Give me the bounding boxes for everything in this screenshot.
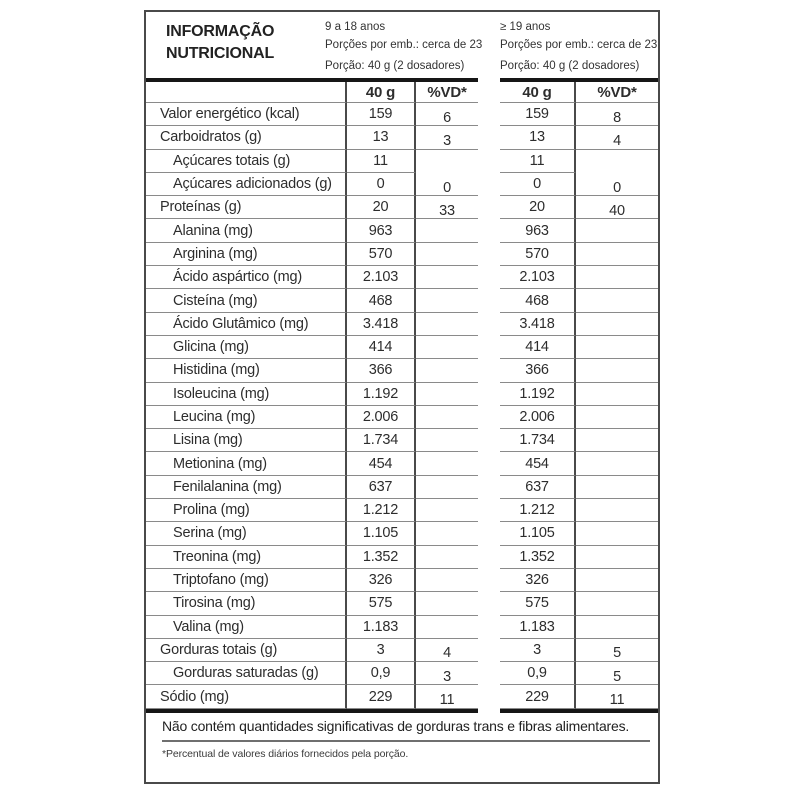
value-19plus-amount: 2.103: [500, 266, 576, 289]
value-9-18-vd: 3: [416, 126, 478, 149]
value-19plus-vd: 0: [576, 173, 658, 196]
column-gap: [478, 429, 500, 452]
value-19plus-vd: [576, 289, 658, 312]
nutrition-label: [144, 10, 660, 784]
row-label: Isoleucina (mg): [146, 383, 347, 406]
value-19plus-amount: 575: [500, 592, 576, 615]
value-19plus-vd: 11: [576, 685, 658, 708]
value-19plus-vd: [576, 499, 658, 522]
value-9-18-amount: 2.103: [347, 266, 416, 289]
value-19plus-vd: [576, 429, 658, 452]
value-19plus-amount: 414: [500, 336, 576, 359]
value-9-18-vd: [416, 522, 478, 545]
row-label: Arginina (mg): [146, 243, 347, 266]
value-9-18-amount: 570: [347, 243, 416, 266]
value-9-18-amount: 159: [347, 103, 416, 126]
row-label: Triptofano (mg): [146, 569, 347, 592]
value-9-18-amount: 1.212: [347, 499, 416, 522]
value-9-18-vd: [416, 289, 478, 312]
value-9-18-amount: 20: [347, 196, 416, 219]
column-gap: [478, 639, 500, 662]
divider-segment: [500, 709, 658, 713]
value-9-18-vd: [416, 452, 478, 475]
value-19plus-amount: 570: [500, 243, 576, 266]
age-range: ≥ 19 anos: [500, 21, 551, 33]
row-label: Cisteína (mg): [146, 289, 347, 312]
label-header: [146, 12, 658, 78]
value-9-18-amount: 1.105: [347, 522, 416, 545]
value-19plus-amount: 1.192: [500, 383, 576, 406]
portion-size: Porção: 40 g (2 dosadores): [325, 60, 465, 72]
row-label: Sódio (mg): [146, 685, 347, 708]
column-header-amount-1: 40 g: [347, 82, 416, 103]
row-label: Tirosina (mg): [146, 592, 347, 615]
value-19plus-vd: [576, 406, 658, 429]
value-19plus-vd: [576, 266, 658, 289]
column-gap: [478, 103, 500, 126]
serving-info-group-9-18: [325, 21, 500, 78]
value-9-18-vd: [416, 429, 478, 452]
value-19plus-vd: 8: [576, 103, 658, 126]
value-9-18-vd: 33: [416, 196, 478, 219]
value-9-18-vd: [416, 499, 478, 522]
column-gap: [478, 383, 500, 406]
column-gap: [478, 173, 500, 196]
column-gap: [478, 196, 500, 219]
divider-segment: [146, 709, 478, 713]
value-9-18-amount: 468: [347, 289, 416, 312]
value-19plus-amount: 20: [500, 196, 576, 219]
column-gap: [478, 219, 500, 242]
value-19plus-amount: 1.105: [500, 522, 576, 545]
row-label: Lisina (mg): [146, 429, 347, 452]
value-19plus-amount: 13: [500, 126, 576, 149]
row-label: Ácido Glutâmico (mg): [146, 313, 347, 336]
column-gap: [478, 289, 500, 312]
value-9-18-vd: [416, 266, 478, 289]
serving-info-group-19plus: [500, 21, 658, 78]
column-gap: [478, 616, 500, 639]
row-label: Serina (mg): [146, 522, 347, 545]
value-19plus-amount: 2.006: [500, 406, 576, 429]
row-label: Valor energético (kcal): [146, 103, 347, 126]
value-9-18-vd: 11: [416, 685, 478, 708]
row-label: Açúcares totais (g): [146, 150, 347, 173]
value-19plus-amount: 3.418: [500, 313, 576, 336]
value-19plus-vd: [576, 243, 658, 266]
column-gap: [478, 359, 500, 382]
value-9-18-amount: 13: [347, 126, 416, 149]
value-9-18-amount: 575: [347, 592, 416, 615]
value-9-18-vd: [416, 383, 478, 406]
value-9-18-amount: 1.183: [347, 616, 416, 639]
value-19plus-vd: [576, 336, 658, 359]
daily-value-footnote: *Percentual de valores diários fornecidos pela porção.: [162, 747, 409, 760]
value-19plus-amount: 637: [500, 476, 576, 499]
value-19plus-amount: 0: [500, 173, 576, 196]
column-gap: [478, 406, 500, 429]
column-gap: [478, 243, 500, 266]
value-9-18-vd: [416, 313, 478, 336]
label-title-line2: NUTRICIONAL: [166, 45, 275, 62]
nutrition-table: [146, 82, 658, 709]
row-label: Gorduras totais (g): [146, 639, 347, 662]
value-19plus-vd: [576, 219, 658, 242]
value-9-18-vd: [416, 569, 478, 592]
row-label: Metionina (mg): [146, 452, 347, 475]
value-9-18-vd: [416, 592, 478, 615]
row-label: Carboidratos (g): [146, 126, 347, 149]
row-label: Glicina (mg): [146, 336, 347, 359]
portions-per-package: Porções por emb.: cerca de 23: [325, 39, 483, 51]
value-9-18-amount: 229: [347, 685, 416, 708]
divider-gap: [478, 709, 500, 713]
row-label: Ácido aspártico (mg): [146, 266, 347, 289]
value-9-18-vd: 4: [416, 639, 478, 662]
column-gap: [478, 82, 500, 103]
value-9-18-vd: [416, 406, 478, 429]
value-19plus-amount: 11: [500, 150, 576, 173]
portions-per-package: Porções por emb.: cerca de 23: [500, 39, 658, 51]
value-19plus-amount: 3: [500, 639, 576, 662]
value-19plus-vd: [576, 592, 658, 615]
row-label: Histidina (mg): [146, 359, 347, 382]
column-gap: [478, 452, 500, 475]
value-19plus-amount: 1.734: [500, 429, 576, 452]
value-19plus-vd: [576, 359, 658, 382]
value-19plus-vd: 40: [576, 196, 658, 219]
value-9-18-amount: 3: [347, 639, 416, 662]
column-gap: [478, 266, 500, 289]
value-9-18-vd: [416, 150, 478, 173]
value-19plus-amount: 229: [500, 685, 576, 708]
value-9-18-vd: [416, 219, 478, 242]
trans-fat-note: Não contém quantidades significativas de gorduras trans e fibras alimentares.: [162, 717, 630, 734]
value-19plus-vd: [576, 150, 658, 173]
value-9-18-vd: [416, 243, 478, 266]
value-9-18-amount: 11: [347, 150, 416, 173]
value-19plus-vd: [576, 522, 658, 545]
value-19plus-amount: 963: [500, 219, 576, 242]
value-9-18-vd: 6: [416, 103, 478, 126]
value-19plus-vd: [576, 546, 658, 569]
label-title: [146, 21, 325, 78]
value-9-18-amount: 326: [347, 569, 416, 592]
row-label: Proteínas (g): [146, 196, 347, 219]
value-9-18-amount: 0,9: [347, 662, 416, 685]
value-19plus-vd: 4: [576, 126, 658, 149]
column-gap: [478, 313, 500, 336]
age-range: 9 a 18 anos: [325, 21, 386, 33]
column-gap: [478, 476, 500, 499]
value-9-18-vd: [416, 546, 478, 569]
column-gap: [478, 569, 500, 592]
value-19plus-vd: [576, 383, 658, 406]
row-label: Prolina (mg): [146, 499, 347, 522]
column-header-amount-2: 40 g: [500, 82, 576, 103]
column-gap: [478, 662, 500, 685]
value-19plus-vd: 5: [576, 639, 658, 662]
value-9-18-amount: 1.734: [347, 429, 416, 452]
thick-divider-bottom: [146, 709, 658, 713]
value-19plus-amount: 468: [500, 289, 576, 312]
value-19plus-amount: 159: [500, 103, 576, 126]
value-9-18-amount: 414: [347, 336, 416, 359]
portion-size: Porção: 40 g (2 dosadores): [500, 60, 640, 72]
column-header-empty: [146, 82, 347, 103]
value-9-18-amount: 366: [347, 359, 416, 382]
row-label: Fenilalanina (mg): [146, 476, 347, 499]
value-9-18-vd: [416, 476, 478, 499]
value-9-18-amount: 3.418: [347, 313, 416, 336]
column-gap: [478, 592, 500, 615]
value-9-18-vd: [416, 336, 478, 359]
value-9-18-vd: [416, 616, 478, 639]
value-19plus-amount: 366: [500, 359, 576, 382]
value-9-18-amount: 2.006: [347, 406, 416, 429]
column-gap: [478, 126, 500, 149]
value-19plus-vd: [576, 452, 658, 475]
row-label: Leucina (mg): [146, 406, 347, 429]
value-19plus-amount: 326: [500, 569, 576, 592]
row-label: Alanina (mg): [146, 219, 347, 242]
value-19plus-vd: [576, 476, 658, 499]
value-19plus-vd: [576, 313, 658, 336]
column-gap: [478, 336, 500, 359]
value-9-18-amount: 637: [347, 476, 416, 499]
value-19plus-amount: 0,9: [500, 662, 576, 685]
row-label: Açúcares adicionados (g): [146, 173, 347, 196]
value-9-18-vd: [416, 359, 478, 382]
value-19plus-amount: 1.352: [500, 546, 576, 569]
column-header-vd-1: %VD*: [416, 82, 478, 103]
value-19plus-vd: [576, 569, 658, 592]
value-9-18-vd: 3: [416, 662, 478, 685]
value-19plus-amount: 1.183: [500, 616, 576, 639]
column-gap: [478, 499, 500, 522]
value-19plus-amount: 1.212: [500, 499, 576, 522]
value-19plus-vd: 5: [576, 662, 658, 685]
value-9-18-amount: 1.192: [347, 383, 416, 406]
column-gap: [478, 150, 500, 173]
value-9-18-amount: 963: [347, 219, 416, 242]
column-gap: [478, 685, 500, 708]
value-9-18-amount: 0: [347, 173, 416, 196]
label-title-line1: INFORMAÇÃO: [166, 23, 275, 40]
row-label: Gorduras saturadas (g): [146, 662, 347, 685]
column-header-vd-2: %VD*: [576, 82, 658, 103]
row-label: Valina (mg): [146, 616, 347, 639]
value-9-18-amount: 454: [347, 452, 416, 475]
value-19plus-amount: 454: [500, 452, 576, 475]
value-9-18-amount: 1.352: [347, 546, 416, 569]
column-gap: [478, 546, 500, 569]
value-19plus-vd: [576, 616, 658, 639]
column-gap: [478, 522, 500, 545]
row-label: Treonina (mg): [146, 546, 347, 569]
value-9-18-vd: 0: [416, 173, 478, 196]
